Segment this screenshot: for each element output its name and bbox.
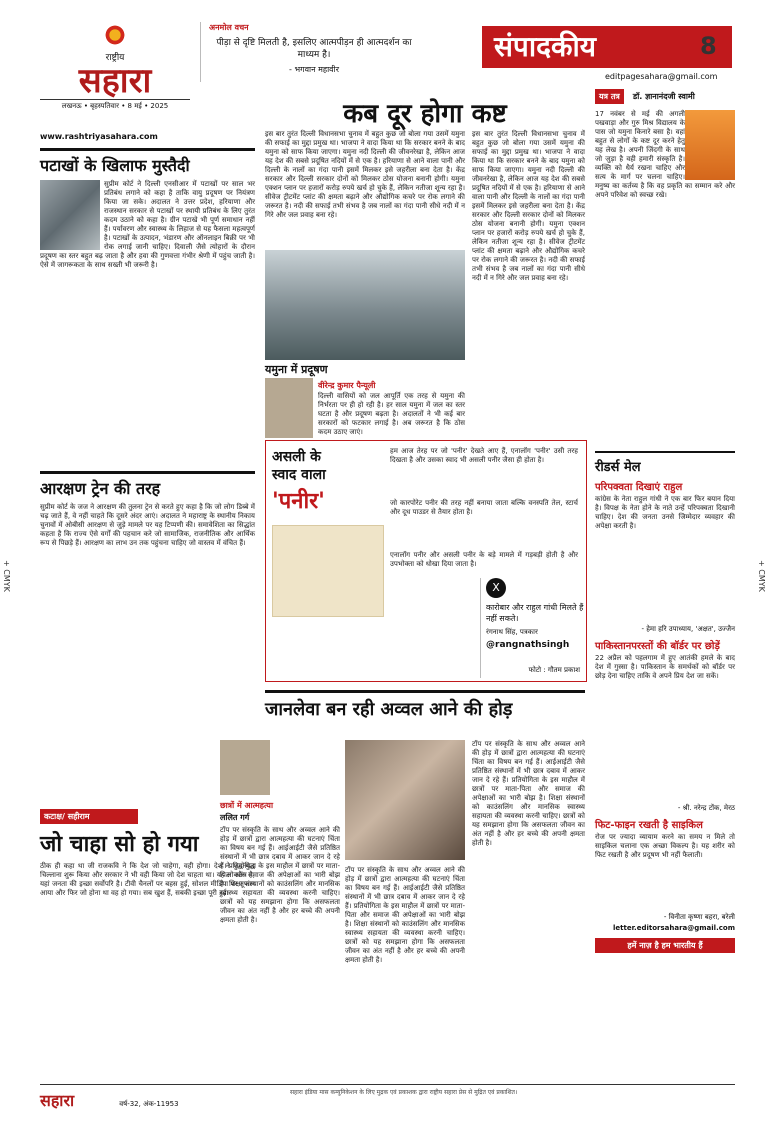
paneer-title-line2: स्वाद वाला <box>272 467 326 483</box>
article1-photo <box>40 180 100 250</box>
paneer-caption: फोटो : गौतम प्रकाश <box>528 666 580 674</box>
right-column-label: यत्र तत्र <box>595 89 624 104</box>
paneer-photo <box>272 525 384 617</box>
masthead-edition: लखनऊ • बृहस्पतिवार • 8 मई • 2025 <box>40 99 190 111</box>
katha-label: कटाक्ष/ सहीराम <box>40 809 138 824</box>
article2-title: आरक्षण ट्रेन की तरह <box>40 471 255 499</box>
main-photo-caption: यमुना में प्रदूषण <box>265 363 328 376</box>
second-body-cont2: टॉप पर संस्कृति के साथ और अव्वल आने की होड़ में छात्रों द्वारा आत्महत्या की घटनाएं चिंता का विषय बन गई हैं। आईआईटी जैसे प्रतिष्ठित संस्थानों में भी छात्र दबाव में आकर जान दे रहे हैं। प्रतियोगिता के इस माहौल में छात्रों पर माता-पिता और समाज की अपेक्षाओं का भारी बोझ है। शिक्षा संस्थानों को काउंसलिंग और मानसिक स्वास्थ्य सहायता की व्यवस्था करनी चाहिए। छात्रों को यह समझाना होगा कि असफलता जीवन का अंत नहीं है और हर बच्चे की अपनी क्षमता होती है। <box>472 740 585 847</box>
letter2-title: पाकिस्तानपरस्तों की बॉर्डर पर छोड़ें <box>595 641 720 652</box>
article3-title: जो चाहा सो हो गया <box>40 832 199 857</box>
paneer-title-line1: असली के <box>272 449 321 465</box>
second-author-name: ललित गर्ग <box>220 813 250 822</box>
section-email[interactable]: editpagesahara@gmail.com <box>605 72 718 81</box>
main-body-cont: इस बार तुरंत दिल्ली विधानसभा चुनाव में बहुत कुछ जो बोला गया उसमें यमुना की सफाई का मुद्दा प्रमुख था। भाजपा ने वादा किया था कि सरकार बनने के बाद यमुना को साफ किया जाएगा। यमुना नदी दिल्ली की जीवनरेखा है, लेकिन आज यह देश की सबसे प्रदूषित नदियों में से एक है। हरियाणा से आने वाला पानी और दिल्ली के नालों का गंदा पानी इसमें मिलकर इसे जहरीला बना देता है। केंद्र सरकार और दिल्ली सरकार दोनों को मिलकर ठोस योजना बनानी होगी। यमुना एक्शन प्लान पर हजारों करोड़ रुपये खर्च हो चुके हैं, लेकिन नतीजा शून्य रहा है। सीवेज ट्रीटमेंट प्लांट की क्षमता बढ़ाने और औद्योगिक कचरे पर रोक लगाने की जरूरत है। नदी की सफाई तभी संभव है जब नालों का गंदा पानी सीधे नदी में न गिरे और जल प्रवाह बना रहे। <box>472 130 585 282</box>
student-photo <box>345 740 465 860</box>
masthead-small-title: राष्ट्रीय <box>105 53 125 63</box>
letter3-author: - विनीता कृष्णा बहरा, बरेली <box>663 913 735 921</box>
letter2-author: - श्री. नरेन्द्र टोंक, मेरठ <box>677 804 735 812</box>
second-body: टॉप पर संस्कृति के साथ और अव्वल आने की होड़ में छात्रों द्वारा आत्महत्या की घटनाएं चिंता का विषय बन गई हैं। आईआईटी जैसे प्रतिष्ठित संस्थानों में भी छात्र दबाव में आकर जान दे रहे हैं। प्रतियोगिता के इस माहौल में छात्रों पर माता-पिता और समाज की अपेक्षाओं का भारी बोझ है। शिक्षा संस्थानों को काउंसलिंग और मानसिक स्वास्थ्य सहायता की व्यवस्था करनी चाहिए। छात्रों को यह समझाना होगा कि असफलता जीवन का अंत नहीं है और हर बच्चे की अपनी क्षमता होती है। <box>220 826 340 924</box>
masthead-logo: सहारा <box>78 61 152 101</box>
x-icon: X <box>486 578 506 598</box>
twitter-handle[interactable]: @rangnathsingh <box>486 640 570 650</box>
letter3-title: फिट-फाइन रखती है साइकिल <box>595 820 703 831</box>
article3-body: ठीक ही कहा था जी राजकवि ने कि देश जो चाहेगा, वही होगा। देश ने युद्ध-युद्ध चिल्लाना शुरू किया और सरकार ने भी वही किया जो देश चाहता था। यह लोकतंत्र है, यहां जनता की इच्छा सर्वोपरि है। टीवी चैनलों पर बहस हुई, सोशल मीडिया पर तूफान आया और फिर जो होना था वह हो गया। सब खुश हैं, सबकी इच्छा पूरी हुई। <box>40 862 255 897</box>
main-headline: कब दूर होगा कष्ट <box>343 99 507 129</box>
article1-title: पटाखों के खिलाफ मुस्तैदी <box>40 148 255 176</box>
letter1-title: परिपक्वता दिखाएं राहुल <box>595 482 683 493</box>
main-body: इस बार तुरंत दिल्ली विधानसभा चुनाव में बहुत कुछ जो बोला गया उसमें यमुना की सफाई का मुद्दा प्रमुख था। भाजपा ने वादा किया था कि सरकार बनने के बाद यमुना को साफ किया जाएगा। यमुना नदी दिल्ली की जीवनरेखा है, लेकिन आज यह देश की सबसे प्रदूषित नदियों में से एक है। हरियाणा से आने वाला पानी और दिल्ली के नालों का गंदा पानी इसमें मिलकर इसे जहरीला बना देता है। केंद्र सरकार और दिल्ली सरकार दोनों को मिलकर ठोस योजना बनानी होगी। यमुना एक्शन प्लान पर हजारों करोड़ रुपये खर्च हो चुके हैं, लेकिन नतीजा शून्य रहा है। सीवेज ट्रीटमेंट प्लांट की क्षमता बढ़ाने और औद्योगिक कचरे पर रोक लगाने की जरूरत है। नदी की सफाई तभी संभव है जब नालों का गंदा पानी सीधे नदी में न गिरे और जल प्रवाह बना रहे। <box>265 130 465 219</box>
quote-box <box>200 22 419 82</box>
section-title: संपादकीय <box>494 30 596 63</box>
cmyk-mark-right: + CMYK <box>757 560 766 592</box>
page-number: 8 <box>700 32 717 60</box>
letter3-body: रोज पर ज्यादा व्यायाम करने का समय न मिले तो साइकिल चलाना एक अच्छा विकल्प है। यह शरीर को फिट रखती है और प्रदूषण भी नहीं फैलाती। <box>595 833 735 859</box>
readers-label: रीडर्स मेल <box>595 451 735 475</box>
letters-email[interactable]: letter.editorsahara@gmail.com <box>613 924 735 932</box>
article1-body: सुप्रीम कोर्ट ने दिल्ली एनसीआर में पटाखों पर साल भर प्रतिबंध लगाने को कहा है ताकि वायु प्रदूषण पर नियंत्रण किया जा सके। अदालत ने उत्तर प्रदेश, हरियाणा और राजस्थान सरकार से पटाखों पर स्थायी प्रतिबंध के लिए तुरंत कदम उठाने को कहा है। ग्रीन पटाखे भी पूर्ण समाधान नहीं हैं। पर्यावरण और स्वास्थ्य के लिहाज से यह फैसला महत्वपूर्ण है। पटाखों के उत्पादन, भंडारण और ऑनलाइन बिक्री पर भी रोक लगाई जानी चाहिए। दिवाली जैसे त्योहारों के दौरान प्रदूषण का स्तर बहुत बढ़ जाता है और हवा की गुणवत्ता गंभीर श्रेणी में पहुंच जाती है। ऐसे में जागरूकता के साथ सख्ती भी जरूरी है। <box>40 180 255 269</box>
paneer-point3: एनालॉग पनीर और असली पनीर के बड़े मामले में गड़बड़ी होती है और उपभोक्ता को धोखा दिया जाता है। <box>390 551 578 568</box>
second-body-cont: टॉप पर संस्कृति के साथ और अव्वल आने की होड़ में छात्रों द्वारा आत्महत्या की घटनाएं चिंता का विषय बन गई हैं। आईआईटी जैसे प्रतिष्ठित संस्थानों में भी छात्र दबाव में आकर जान दे रहे हैं। प्रतियोगिता के इस माहौल में छात्रों पर माता-पिता और समाज की अपेक्षाओं का भारी बोझ है। शिक्षा संस्थानों को काउंसलिंग और मानसिक स्वास्थ्य सहायता की व्यवस्था करनी चाहिए। छात्रों को यह समझाना होगा कि असफलता जीवन का अंत नहीं है और हर बच्चे की अपनी क्षमता होती है। <box>345 866 465 964</box>
cmyk-mark-left: + CMYK <box>2 560 11 592</box>
masthead <box>40 22 190 132</box>
letter2-body: 22 अप्रैल को पहलगाम में हुए आतंकी हमले के बाद देश में गुस्सा है। पाकिस्तान के समर्थकों को बॉर्डर पर छोड़ देना चाहिए ताकि वे अपने प्रिय देश जा सकें। <box>595 654 735 680</box>
footer-volume: वर्ष-32, अंक-11953 <box>119 1100 179 1108</box>
author-photo <box>265 378 313 438</box>
paneer-point1: हम आज तेरह पर जो 'पनीर' देखते आए हैं, एनालॉग 'पनीर' उसी तरह दिखता है और उसका स्वाद भी असली पनीर जैसा ही होता है। <box>390 447 578 464</box>
swami-photo <box>685 110 735 180</box>
letter1-body: कांग्रेस के नेता राहुल गांधी ने एक बार फिर बयान दिया है। विपक्ष के नेता होने के नाते उन्हें परिपक्वता दिखानी चाहिए। देश की जनता उनसे जिम्मेदार व्यवहार की अपेक्षा करती है। <box>595 495 735 530</box>
website-link[interactable]: www.rashtriyasahara.com <box>40 132 158 141</box>
quote-author: - भगवान महावीर <box>289 65 339 74</box>
second-author-photo <box>220 740 270 795</box>
quote-text: पीड़ा से दृष्टि मिलती है, इसलिए आत्मपीड़न ही आत्मदर्शन का माध्यम है। <box>216 38 412 60</box>
twitter-box <box>480 578 591 678</box>
twitter-text: कारोबार और राहुल गांधी मिलते हैं नहीं सकते। <box>486 603 584 623</box>
second-kicker: छात्रों में आत्महत्या <box>220 801 274 810</box>
main-body2: दिल्ली वासियों को जल आपूर्ति एक तरह से यमुना की निर्भरता पर ही हो रही है। हर साल यमुना में जल का स्तर घटता है और प्रदूषण बढ़ता है। अदालतों ने भी कई बार सरकारों को फटकार लगाई है। अब जरूरत है कि ठोस कदम उठाए जाएं। <box>318 392 465 436</box>
article2-body: सुप्रीम कोर्ट के जज ने आरक्षण की तुलना ट्रेन से करते हुए कहा है कि जो लोग डिब्बे में चढ़ जाते हैं, वे नहीं चाहते कि दूसरे अंदर आएं। अदालत ने महाराष्ट्र के स्थानीय निकाय चुनावों में ओबीसी आरक्षण से जुड़े मामले पर यह टिप्पणी की। समावेशिता का सिद्धांत कहता है कि राज्य ऐसे वर्गों की पहचान करे जो सामाजिक, राजनीतिक और आर्थिक रूप से पिछड़े हैं। आरक्षण का लाभ उन तक पहुंचना चाहिए जो वास्तव में वंचित हैं। <box>40 503 255 547</box>
quote-label: अनमोल वचन <box>209 23 249 32</box>
right-column <box>595 84 735 953</box>
section-banner <box>482 26 732 68</box>
footer-imprint: सहारा इंडिया मास कम्युनिकेशन के लिए मुद्रक एवं प्रकाशक द्वारा राष्ट्रीय सहारा प्रेस से मुद्रित एवं प्रकाशित। <box>290 1089 518 1096</box>
paneer-point2: जो कारपोरेट पनीर की तरह नहीं बनाया जाता बल्कि वनस्पति तेल, स्टार्च और दूध पाउडर से तैयार होता है। <box>390 499 578 516</box>
paneer-title-big: 'पनीर' <box>272 489 325 514</box>
main-author-name: वीरेन्द्र कुमार पैन्यूली <box>318 381 376 390</box>
letter1-author: - हेमा हरि उपाध्याय, 'अक्षत', उज्जैन <box>641 625 735 633</box>
right-column-body: 17 नवंबर से मई की अगली पखवाड़ा और गुरु मिश्र विद्यालय के पास जो यमुना किनारे बसा है। वहां बहुत से लोगों के कष्ट दूर करने हेतु यह लेख है। अपनी जिंदगी के साथ जो जुड़ा है वही हमारी संस्कृति है। व्यक्ति को धैर्य रखना चाहिए और सत्य के मार्ग पर चलना चाहिए। मनुष्य का कर्तव्य है कि वह प्रकृति का सम्मान करे और अपने परिवेश को स्वच्छ रखे। <box>595 110 735 199</box>
footer <box>40 1084 735 1111</box>
second-headline: जानलेवा बन रही अव्वल आने की होड़ <box>265 690 585 721</box>
footer-logo: सहारा <box>40 1091 75 1110</box>
sun-logo-icon <box>102 22 128 48</box>
twitter-author: रंगनाथ सिंह, पत्रकार <box>486 628 538 636</box>
yamuna-photo <box>265 250 465 360</box>
footer-slogan: हमें नाज़ है हम भारतीय हैं <box>595 938 735 953</box>
right-author-name: डॉ. ज्ञानानंदजी स्वामी <box>632 92 695 101</box>
